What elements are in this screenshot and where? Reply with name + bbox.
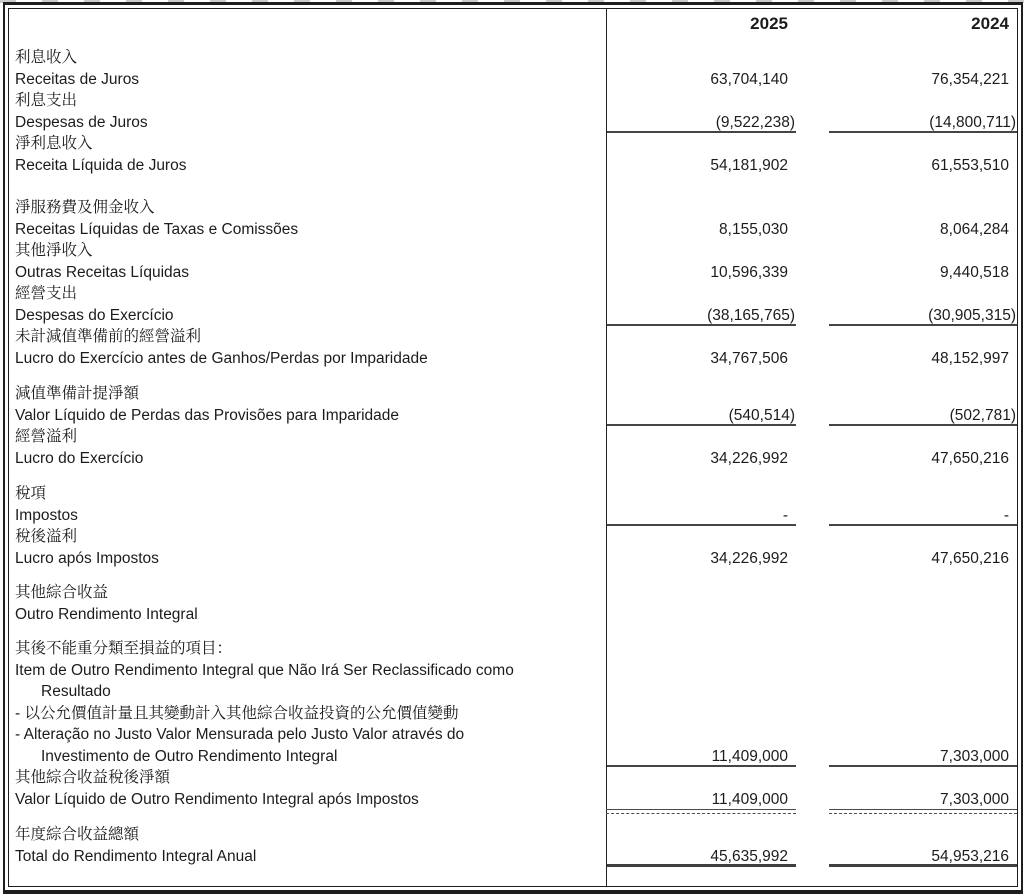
value-2025: (9,522,238): [606, 112, 796, 134]
statement-row: [9, 724, 1017, 746]
value-2024: [829, 283, 1017, 305]
value-2024: (502,781): [829, 405, 1017, 427]
row-label: Total do Rendimento Integral Anual: [15, 847, 257, 865]
row-label: Investimento de Outro Rendimento Integral: [41, 747, 338, 765]
row-label: 淨服務費及佣金收入: [15, 199, 155, 216]
value-2025: [606, 660, 796, 682]
value-2024: (14,800,711): [829, 112, 1017, 134]
statement-row: [9, 326, 1017, 348]
statement-row: [9, 660, 1017, 682]
row-label: Lucro após Impostos: [15, 549, 159, 567]
row-label: 經營溢利: [15, 428, 78, 445]
value-2024: [829, 824, 1017, 846]
year-column-2025: 2025: [750, 14, 788, 33]
value-2024: [829, 703, 1017, 725]
value-2025: [606, 283, 796, 305]
value-2025: 54,181,902: [710, 156, 788, 174]
statement-row: [9, 383, 1017, 405]
value-2024: [829, 724, 1017, 746]
value-2024: [829, 426, 1017, 448]
statement-inner-border: [8, 8, 1018, 887]
row-label: Item de Outro Rendimento Integral que Não Irá Ser Reclassificado como: [15, 661, 514, 679]
value-2025: [606, 47, 796, 69]
statement-table: [9, 9, 1017, 886]
value-2025: [606, 824, 796, 846]
value-2025: -: [606, 505, 796, 527]
statement-row: [9, 604, 1017, 626]
value-2025: 8,155,030: [719, 220, 788, 238]
row-label: Receitas de Juros: [15, 70, 140, 88]
year-column-2024: 2024: [971, 14, 1009, 33]
value-2025: [606, 326, 796, 348]
value-2024: [829, 90, 1017, 112]
value-2024: [829, 638, 1017, 660]
value-2025: [606, 703, 796, 725]
row-label: Receita Líquida de Juros: [15, 156, 187, 174]
value-2025: [606, 604, 796, 626]
row-label: 稅項: [15, 485, 47, 502]
value-2025: 34,767,506: [710, 349, 788, 367]
value-2025: 11,409,000: [606, 789, 796, 811]
value-2025: [606, 767, 796, 789]
value-2024: [829, 197, 1017, 219]
statement-row: [9, 448, 1017, 470]
value-2025: [606, 681, 796, 703]
header-label-spacer: [9, 13, 606, 35]
row-label: Impostos: [15, 506, 78, 524]
value-2025: 45,635,992: [606, 846, 796, 868]
value-2024: 7,303,000: [829, 746, 1017, 768]
statement-row: [9, 133, 1017, 155]
row-label: 其後不能重分類至損益的項目：: [15, 640, 233, 657]
year-header-row: [9, 9, 1017, 35]
blank-space: [9, 176, 1017, 197]
row-label: Despesas do Exercício: [15, 306, 174, 324]
value-2025: [606, 133, 796, 155]
statement-row: [9, 526, 1017, 548]
row-label: 減值準備計提淨額: [15, 385, 140, 402]
blank-space: [9, 369, 1017, 383]
row-label: - 以公允價值計量且其變動計入其他綜合收益投資的公允價值變動: [15, 704, 459, 722]
value-2025: [606, 383, 796, 405]
statement-row: [9, 219, 1017, 241]
value-2024: (30,905,315): [829, 305, 1017, 327]
statement-row: [9, 767, 1017, 789]
value-2024: [829, 240, 1017, 262]
row-label: Lucro do Exercício antes de Ganhos/Perdas por Imparidade: [15, 349, 428, 367]
column-separator-line: [606, 9, 607, 886]
statement-row: [9, 69, 1017, 91]
blank-space: [9, 35, 1017, 47]
value-2024: [829, 767, 1017, 789]
row-label: Resultado: [41, 683, 111, 700]
statement-row: [9, 348, 1017, 370]
statement-row: [9, 638, 1017, 660]
row-label: 經營支出: [15, 285, 78, 302]
value-2025: [606, 638, 796, 660]
value-2025: 10,596,339: [710, 263, 788, 281]
statement-row: [9, 305, 1017, 327]
row-label: Lucro do Exercício: [15, 449, 144, 467]
statement-row: [9, 155, 1017, 177]
value-2024: [829, 47, 1017, 69]
value-2024: [829, 582, 1017, 604]
value-2025: 11,409,000: [606, 746, 796, 768]
value-2024: 47,650,216: [931, 549, 1009, 567]
value-2025: [606, 426, 796, 448]
row-label: Receitas Líquidas de Taxas e Comissões: [15, 220, 299, 238]
statement-row: [9, 703, 1017, 725]
statement-row: [9, 746, 1017, 768]
value-2025: [606, 483, 796, 505]
value-2025: [606, 90, 796, 112]
statement-row: [9, 262, 1017, 284]
statement-row: [9, 824, 1017, 846]
value-2024: 7,303,000: [829, 789, 1017, 811]
blank-space: [9, 625, 1017, 638]
row-label: Despesas de Juros: [15, 113, 148, 131]
statement-row: [9, 483, 1017, 505]
value-2025: 34,226,992: [710, 549, 788, 567]
value-2024: 54,953,216: [829, 846, 1017, 868]
statement-row: [9, 283, 1017, 305]
statement-row: [9, 548, 1017, 570]
value-2025: [606, 724, 796, 746]
value-2025: [606, 526, 796, 548]
value-2025: [606, 197, 796, 219]
value-2024: 48,152,997: [931, 349, 1009, 367]
statement-row: [9, 681, 1017, 703]
value-2025: 34,226,992: [710, 449, 788, 467]
statement-row: [9, 426, 1017, 448]
value-2024: 8,064,284: [940, 220, 1009, 238]
blank-space: [9, 569, 1017, 582]
value-2025: (38,165,765): [606, 305, 796, 327]
statement-row: [9, 582, 1017, 604]
row-label: 利息支出: [15, 92, 78, 109]
value-2025: 63,704,140: [710, 70, 788, 88]
row-label: 其他淨收入: [15, 242, 93, 259]
row-label: Outro Rendimento Integral: [15, 605, 198, 623]
value-2024: 9,440,518: [940, 263, 1009, 281]
statement-row: [9, 846, 1017, 868]
value-2024: [829, 133, 1017, 155]
row-label: 其他綜合收益稅後淨額: [15, 769, 171, 786]
value-2024: [829, 483, 1017, 505]
row-label: 其他綜合收益: [15, 584, 109, 601]
value-2024: 47,650,216: [931, 449, 1009, 467]
blank-space: [9, 469, 1017, 483]
statement-rows: [9, 35, 1017, 867]
value-2024: 76,354,221: [931, 70, 1009, 88]
row-label: Outras Receitas Líquidas: [15, 263, 190, 281]
row-label: Valor Líquido de Outro Rendimento Integral após Impostos: [15, 790, 419, 808]
statement-row: [9, 112, 1017, 134]
statement-row: [9, 90, 1017, 112]
value-2024: 61,553,510: [931, 156, 1009, 174]
value-2024: [829, 526, 1017, 548]
value-2024: [829, 681, 1017, 703]
value-2024: -: [829, 505, 1017, 527]
value-2025: [606, 240, 796, 262]
row-label: 年度綜合收益總額: [15, 826, 140, 843]
row-label: Valor Líquido de Perdas das Provisões para Imparidade: [15, 406, 399, 424]
statement-row: [9, 197, 1017, 219]
row-label: 未計減值準備前的經營溢利: [15, 328, 202, 345]
statement-outer-border: [3, 2, 1023, 894]
statement-row: [9, 240, 1017, 262]
value-2024: [829, 383, 1017, 405]
statement-row: [9, 47, 1017, 69]
statement-row: [9, 789, 1017, 811]
value-2024: [829, 660, 1017, 682]
value-2024: [829, 604, 1017, 626]
statement-row: [9, 405, 1017, 427]
row-label: 稅後溢利: [15, 528, 78, 545]
row-label: 利息收入: [15, 49, 78, 66]
value-2025: (540,514): [606, 405, 796, 427]
value-2024: [829, 326, 1017, 348]
row-label: - Alteração no Justo Valor Mensurada pelo Justo Valor através do: [15, 726, 465, 743]
value-2025: [606, 582, 796, 604]
row-label: 淨利息收入: [15, 135, 93, 152]
statement-row: [9, 505, 1017, 527]
